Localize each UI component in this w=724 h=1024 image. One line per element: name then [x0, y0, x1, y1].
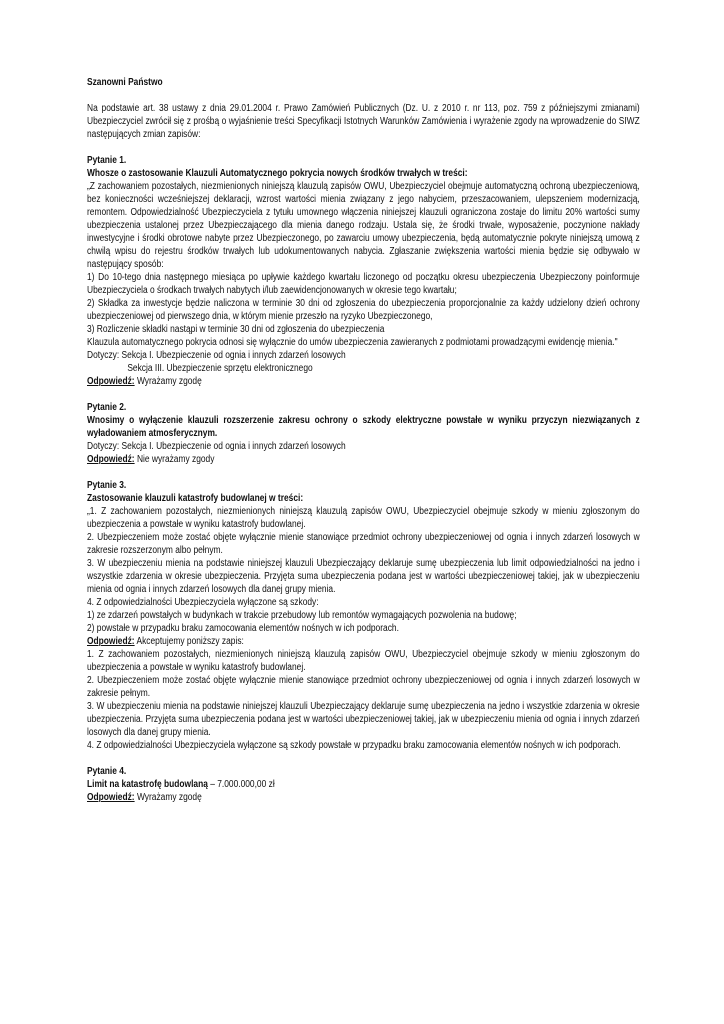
answer-label: Odpowiedź:: [87, 636, 135, 647]
answer-text: Wyrażamy zgodę: [134, 376, 202, 387]
answer-text: Akceptujemy poniższy zapis:: [134, 636, 244, 647]
question-3-title: Pytanie 3.: [87, 480, 127, 491]
question-1: [87, 154, 640, 388]
question-4-answer: [87, 791, 640, 804]
question-3-answer-point-1: 1. Z zachowaniem pozostałych, niezmienionych niniejszą klauzulą zapisów OWU, Ubezpieczyciel obejmuje szkody w mieniu zgłoszonym do ubezpieczenia a powstałe w wyniku katastrofy budowlanej.: [87, 649, 640, 673]
question-3-answer-point-2: 2. Ubezpieczeniem może zostać objęte wyłącznie mienie stanowiące przedmiot ochrony ubezpieczeniowej od ognia i innych zdarzeń losowych w zakresie pełnym.: [87, 675, 640, 699]
question-3-point-3: 3. W ubezpieczeniu mienia na podstawie niniejszej klauzuli Ubezpieczający deklaruje sumę ubezpieczenia lub limit odpowiedzialności na jedno i wszystkie zdarzenia w okresie ubezpieczenia. Przyjęta suma ubezpieczenia podana jest w wartości ubezpieczeniowej takiej, jak w ubezpieczeniu mienia od ognia i innych zdarzeń losowych dla danej grupy mienia.: [87, 558, 640, 595]
question-2-title: Pytanie 2.: [87, 402, 127, 413]
greeting: Szanowni Państwo: [87, 77, 163, 88]
answer-text: Wyrażamy zgodę: [134, 792, 202, 803]
question-3-answer: [87, 635, 640, 648]
document-page: [87, 76, 640, 804]
question-1-point-3: 3) Rozliczenie składki nastąpi w terminie 30 dni od zgłoszenia do ubezpieczenia: [87, 324, 385, 335]
answer-label: Odpowiedź:: [87, 376, 135, 387]
question-2-concerns: Dotyczy: Sekcja I. Ubezpieczenie od ognia i innych zdarzeń losowych: [87, 441, 346, 452]
question-1-heading: Whosze o zastosowanie Klauzuli Automatycznego pokrycia nowych środków trwałych w treści:: [87, 168, 468, 179]
question-3-exclusion-1: 1) ze zdarzeń powstałych w budynkach w trakcie przebudowy lub remontów wymagających pozwolenia na budowę;: [87, 610, 517, 621]
answer-label: Odpowiedź:: [87, 792, 135, 803]
answer-text: Nie wyrażamy zgody: [134, 454, 215, 465]
question-3-point-4: 4. Z odpowiedzialności Ubezpieczyciela wyłączone są szkody:: [87, 597, 319, 608]
question-2-answer: [87, 453, 640, 466]
question-4-title: Pytanie 4.: [87, 766, 127, 777]
question-1-point-2: 2) Składka za inwestycje będzie naliczona w terminie 30 dni od zgłoszenia do ubezpieczenia proporcjonalnie za każdy udzielony dzień ochrony ubezpieczeniowej od pierwszego dnia, w którym mienie przeszło na ryzyko Ubezpieczonego,: [87, 298, 640, 322]
limit-value: – 7.000.000,00 zł: [207, 779, 275, 790]
question-3-exclusion-2: 2) powstałe w przypadku braku zamocowania elementów nośnych w ich podporach.: [87, 623, 399, 634]
question-3-point-2: 2. Ubezpieczeniem może zostać objęte wyłącznie mienie stanowiące przedmiot ochrony ubezpieczeniowej od ognia i innych zdarzeń losowych w zakresie rozszerzonym albo pełnym.: [87, 532, 640, 556]
question-3: [87, 479, 640, 752]
question-2-heading: Wnosimy o wyłączenie klauzuli rozszerzenie zakresu ochrony o szkody elektryczne powstałe w wyniku przyczyn niezwiązanych z wyładowaniem atmosferycznym.: [87, 415, 640, 439]
question-1-answer: [87, 375, 640, 388]
question-1-concerns-1: Dotyczy: Sekcja I. Ubezpieczenie od ognia i innych zdarzeń losowych: [87, 350, 346, 361]
question-3-answer-point-3: 3. W ubezpieczeniu mienia na podstawie niniejszej klauzuli Ubezpieczający deklaruje sumę ubezpieczenia na jedno i wszystkie zdarzenia w okresie ubezpieczenia. Przyjęta suma ubezpieczenia podana jest w wartości ubezpieczeniowej takiej, jak w ubezpieczeniu mienia od ognia i innych zdarzeń losowych dla danej grupy mienia.: [87, 701, 640, 738]
question-1-title: Pytanie 1.: [87, 155, 127, 166]
question-1-point-1: 1) Do 10-tego dnia następnego miesiąca po upływie każdego kwartału liczonego od początku okresu ubezpieczenia Ubezpieczony poinformuje Ubezpieczyciela o środkach trwałych nabytych i/lub zaewidencjonowanych w okresie tego kwartału;: [87, 272, 640, 296]
question-2: [87, 401, 640, 466]
question-4-limit: [87, 778, 640, 791]
question-3-heading: Zastosowanie klauzuli katastrofy budowlanej w treści:: [87, 493, 304, 504]
question-3-point-1: „1. Z zachowaniem pozostałych, niezmienionych niniejszą klauzulą zapisów OWU, Ubezpieczyciel obejmuje szkody w mieniu zgłoszonym do ubezpieczenia a powstałe w wyniku katastrofy budowlanej.: [87, 506, 640, 530]
answer-label: Odpowiedź:: [87, 454, 135, 465]
question-3-answer-point-4: 4. Z odpowiedzialności Ubezpieczyciela wyłączone są szkody powstałe w przypadku braku zamocowania elementów nośnych w ich podporach.: [87, 740, 621, 751]
intro-paragraph: Na podstawie art. 38 ustawy z dnia 29.01.2004 r. Prawo Zamówień Publicznych (Dz. U. z 2010 r. nr 113, poz. 759 z późniejszymi zmianami) Ubezpieczyciel zwrócił się z prośbą o wyjaśnienie treści Specyfikacji Istotnych Warunków Zamówienia i wyrażenie zgody na wprowadzenie do SIWZ następujących zmian zapisów:: [87, 103, 640, 140]
question-4: [87, 765, 640, 804]
question-1-clause-text: „Z zachowaniem pozostałych, niezmienionych niniejszą klauzulą zapisów OWU, Ubezpieczyciel obejmuje automatyczną ochroną ubezpieczeniową, bez konieczności wcześniejszej deklaracji, wzrost wartości mienia związany z jego nabyciem, przeszacowaniem, ulepszeniem modernizacją, remontem. Odpowiedzialność Ubezpieczyciela z tytułu umownego włączenia niniejszej klauzuli ograniczona zostaje do limitu 20% wartości sumy ubezpieczenia ustalonej przez Ubezpieczającego dla mienia danego rodzaju. Ustala się, że środki trwałe, wyposażenie, poczynione nakłady inwestycyjne i środki obrotowe nabyte przez Ubezpieczonego, po zawarciu umowy ubezpieczenia, będą automatycznie pokryte niniejszą umową z chwilą wpisu do rejestru środków trwałych lub udokumentowanych nabycia. Zgłaszanie zwiększenia wartości mienia będzie się odbywało w następujący sposób:: [87, 181, 640, 270]
question-1-clause-end: Klauzula automatycznego pokrycia odnosi się wyłącznie do umów ubezpieczenia zawieranych z podmiotami prowadzącymi ewidencję mienia.": [87, 337, 618, 348]
question-1-concerns-2: Sekcja III. Ubezpieczenie sprzętu elektronicznego: [127, 363, 313, 374]
limit-label: Limit na katastrofę budowlaną: [87, 779, 208, 790]
